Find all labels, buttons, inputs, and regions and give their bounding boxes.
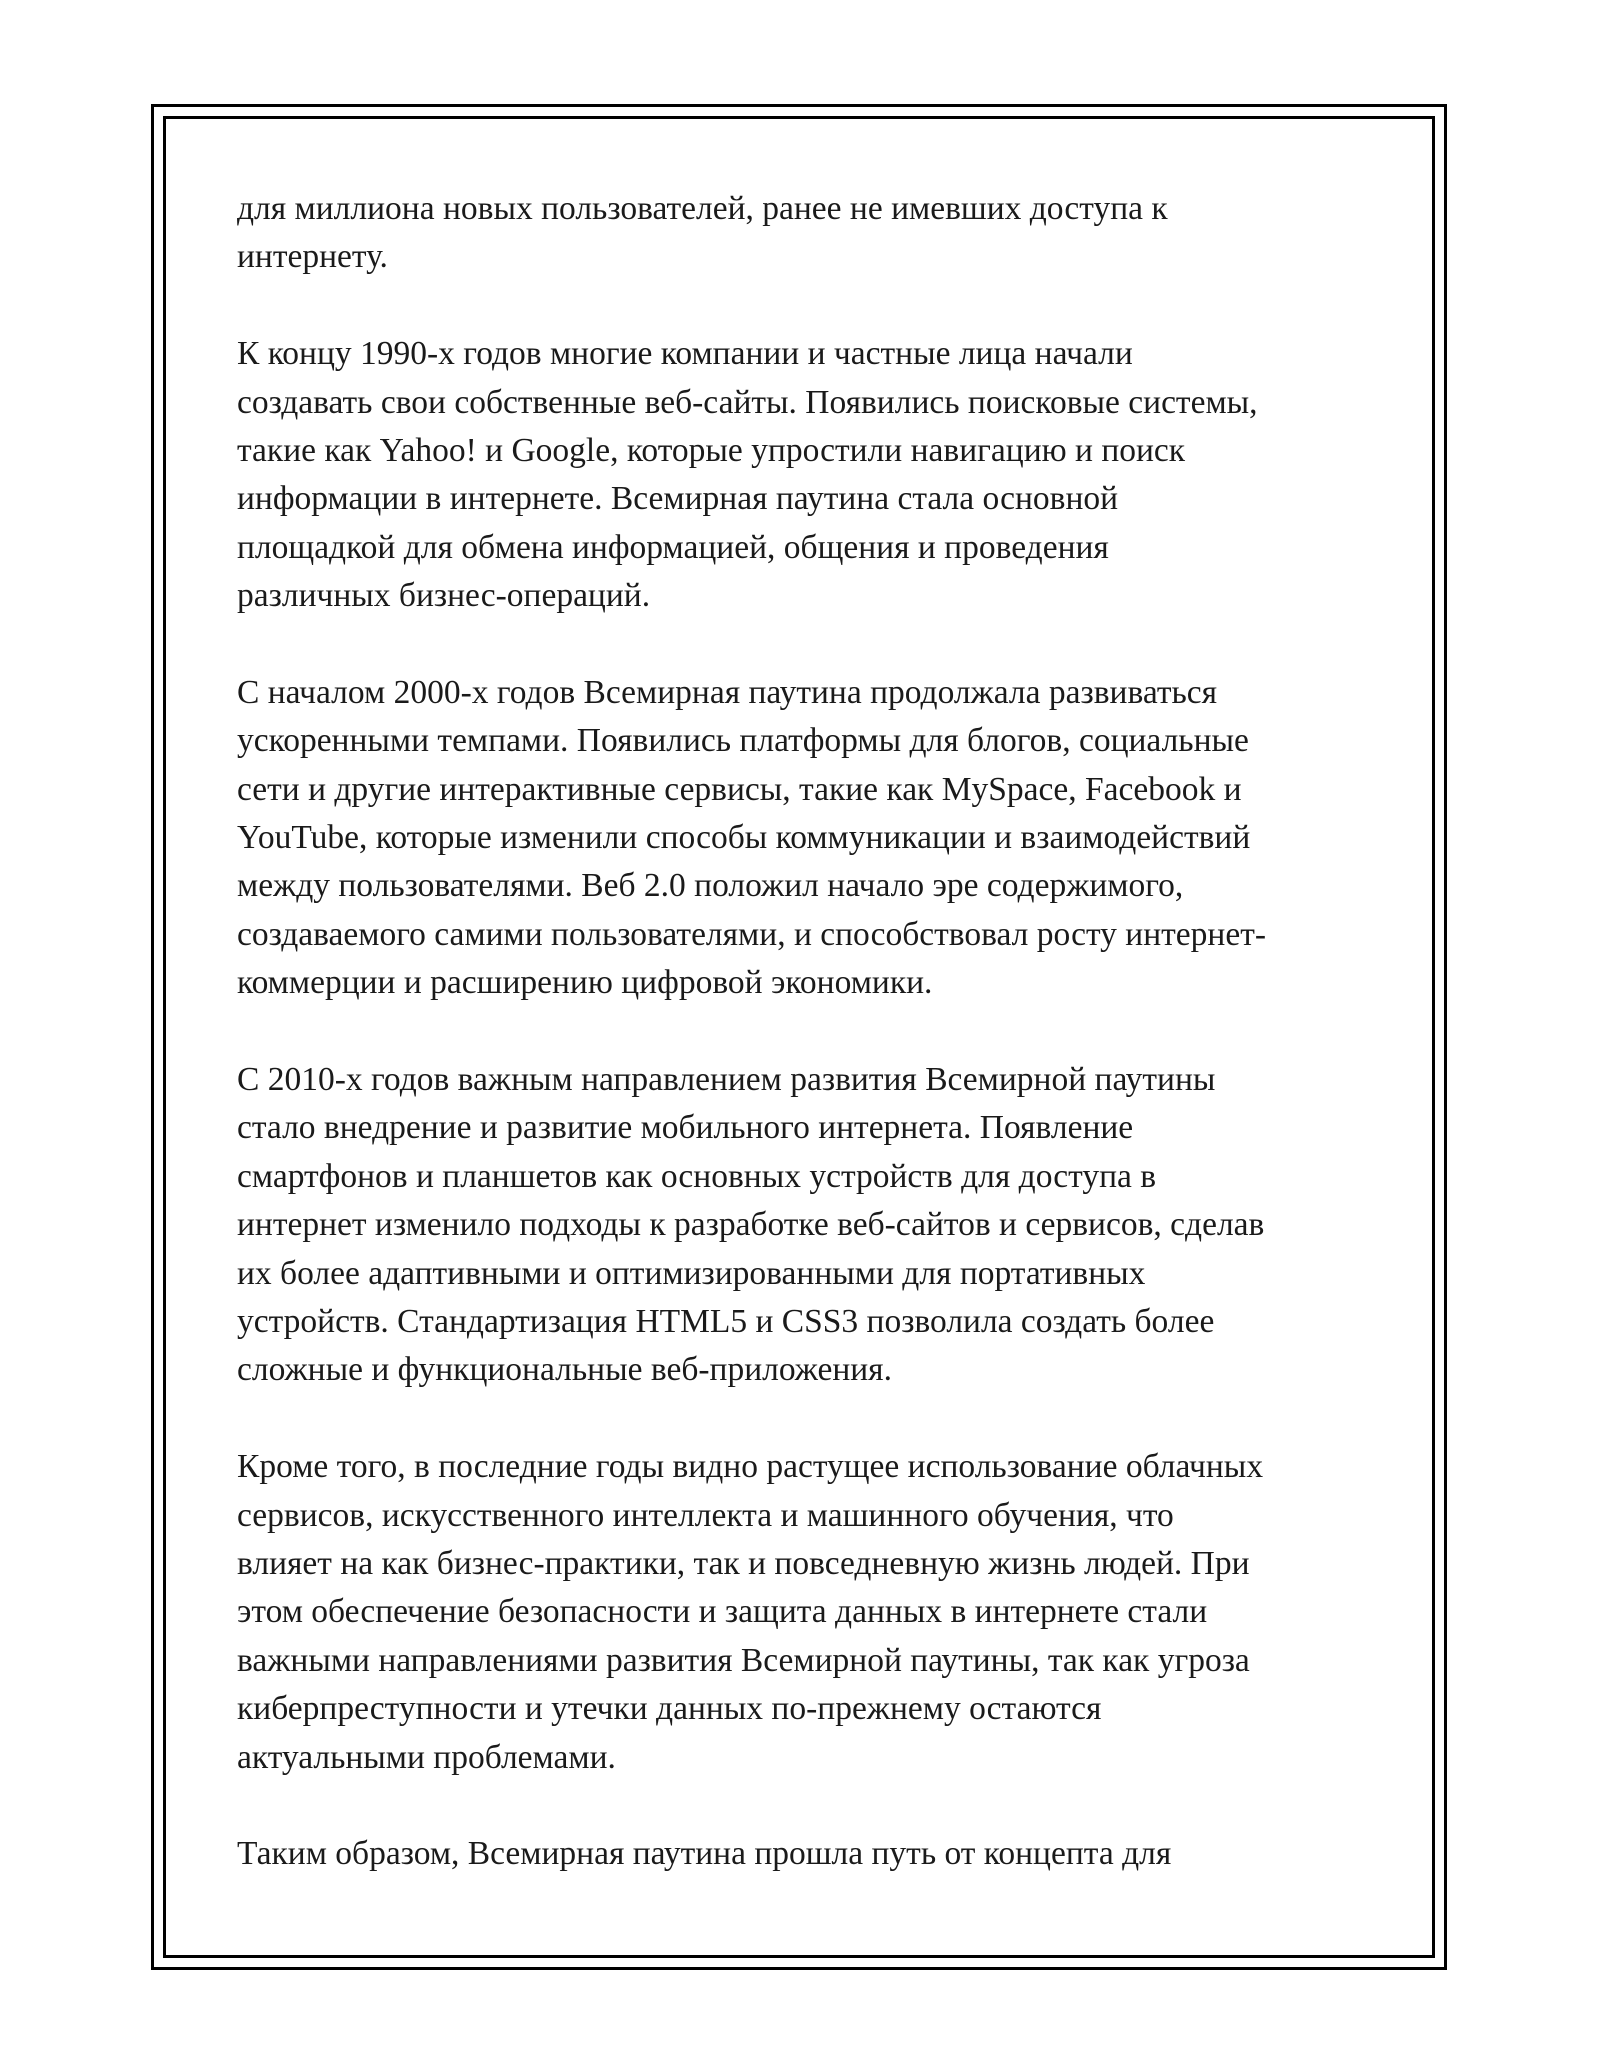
text-line: важными направлениями развития Всемирной паутины, так как угроза xyxy=(237,1641,1250,1679)
text-line: этом обеспечение безопасности и защита данных в интернете стали xyxy=(237,1593,1208,1631)
text-line: влияет на как бизнес-практики, так и повседневную жизнь людей. При xyxy=(237,1544,1250,1582)
text-line: информации в интернете. Всемирная паутина стала основной xyxy=(237,480,1119,518)
text-line: киберпреступности и утечки данных по-прежнему остаются xyxy=(237,1690,1102,1728)
text-line: К концу 1990-х годов многие компании и частные лица начали xyxy=(237,335,1133,373)
text-line: создаваемого самими пользователями, и способствовал росту интернет- xyxy=(237,915,1266,953)
text-line: для миллиона новых пользователей, ранее не имевших доступа к xyxy=(237,190,1168,227)
text-line: сервисов, искусственного интеллекта и машинного обучения, что xyxy=(237,1496,1174,1534)
text-line: ускоренными темпами. Появились платформы для блогов, социальные xyxy=(237,722,1249,760)
text-line: стало внедрение и развитие мобильного интернета. Появление xyxy=(237,1109,1134,1147)
paragraph-gap xyxy=(237,621,1377,669)
text-line: смартфонов и планшетов как основных устройств для доступа в xyxy=(237,1157,1157,1195)
text-line: интернету. xyxy=(237,238,388,276)
text-line: интернет изменило подходы к разработке веб-сайтов и сервисов, сделав xyxy=(237,1206,1265,1244)
paragraph-gap xyxy=(237,1782,1377,1830)
paragraph xyxy=(237,669,1377,1008)
text-line: их более адаптивными и оптимизированными для портативных xyxy=(237,1254,1146,1292)
document-body xyxy=(237,185,1377,1879)
text-line: актуальными проблемами. xyxy=(237,1738,616,1776)
paragraph xyxy=(237,330,1377,620)
text-line: сети и другие интерактивные сервисы, такие как MySpace, Facebook и xyxy=(237,770,1242,808)
paragraph xyxy=(237,1056,1377,1395)
paragraph xyxy=(237,185,1377,282)
text-line: различных бизнес-операций. xyxy=(237,577,651,615)
paragraph xyxy=(237,1830,1377,1878)
text-line: С 2010-х годов важным направлением развития Всемирной паутины xyxy=(237,1061,1216,1099)
text-line: устройств. Стандартизация HTML5 и CSS3 позволила создать более xyxy=(237,1302,1215,1340)
text-line: Таким образом, Всемирная паутина прошла путь от концепта для xyxy=(237,1835,1172,1873)
text-line: YouTube, которые изменили способы коммуникации и взаимодействий xyxy=(237,819,1251,857)
text-line: создавать свои собственные веб-сайты. Появились поисковые системы, xyxy=(237,383,1258,421)
text-line: коммерции и расширению цифровой экономики. xyxy=(237,964,933,1002)
text-line: между пользователями. Веб 2.0 положил начало эре содержимого, xyxy=(237,867,1184,905)
paragraph-gap xyxy=(237,1008,1377,1056)
text-line: Кроме того, в последние годы видно растущее использование облачных xyxy=(237,1448,1264,1486)
text-line: сложные и функциональные веб-приложения. xyxy=(237,1351,892,1389)
text-line: С началом 2000-х годов Всемирная паутина продолжала развиваться xyxy=(237,673,1218,711)
paragraph-gap xyxy=(237,282,1377,330)
paragraph-gap xyxy=(237,1395,1377,1443)
paragraph xyxy=(237,1443,1377,1782)
text-line: площадкой для обмена информацией, общения и проведения xyxy=(237,528,1109,566)
text-line: такие как Yahoo! и Google, которые упростили навигацию и поиск xyxy=(237,431,1186,469)
